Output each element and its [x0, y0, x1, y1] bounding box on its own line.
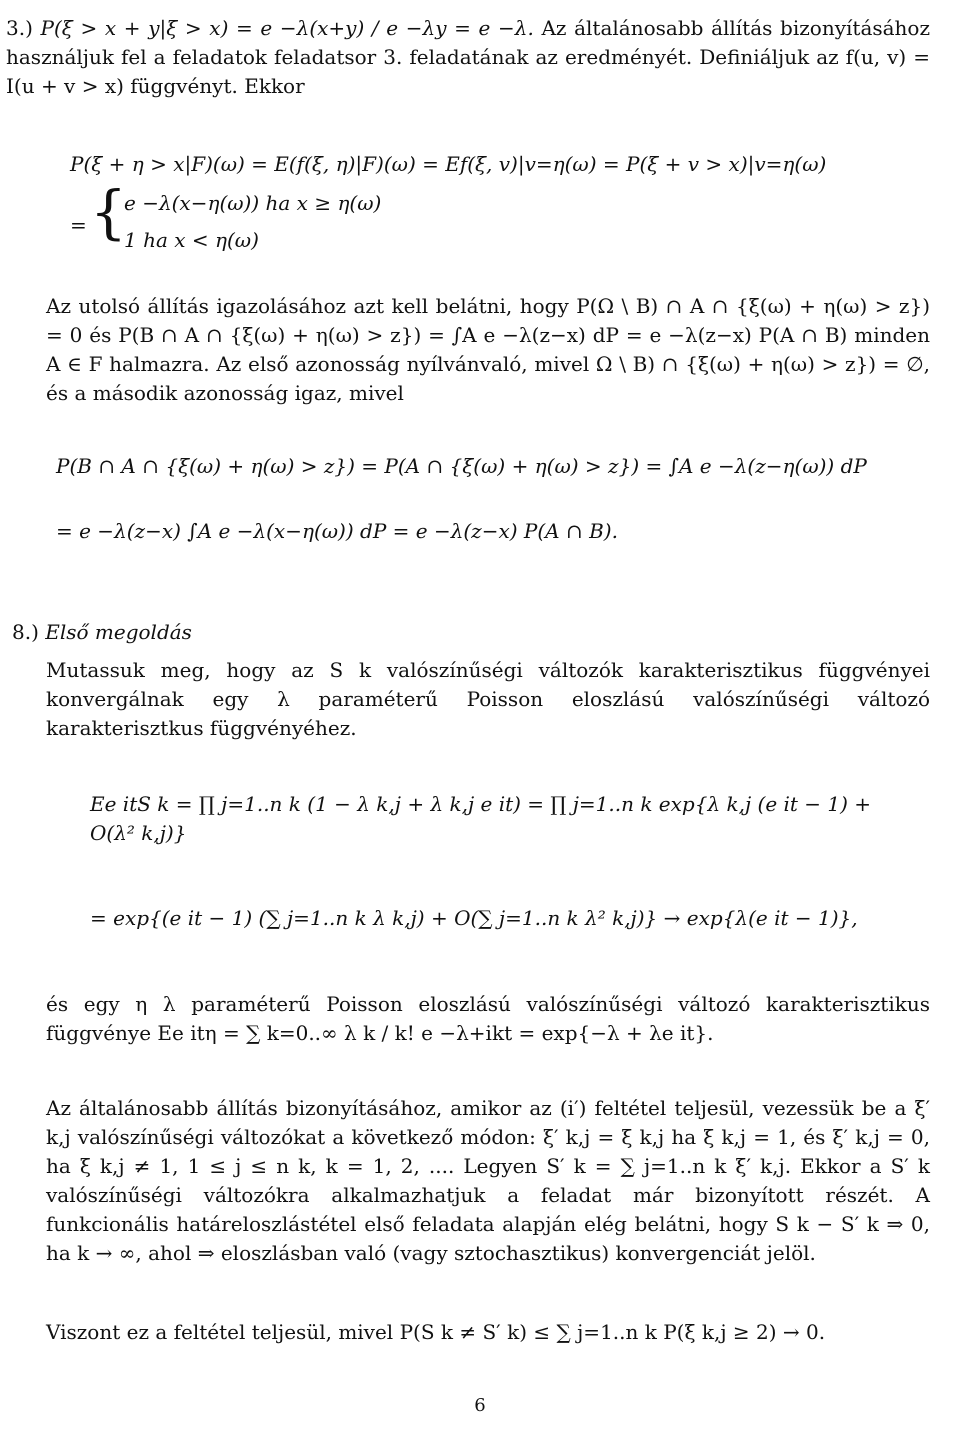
section-3-label: 3.) — [6, 16, 33, 40]
equation-integral-identity — [56, 452, 930, 546]
equation-1-line-1: P(ξ + η > x|F)(ω) = E(f(ξ, η)|F)(ω) = Ef(ξ, v)|v=η(ω) = P(ξ + v > x)|v=η(ω) — [70, 152, 827, 176]
equation-2-line-1: P(B ∩ A ∩ {ξ(ω) + η(ω) > z}) = P(A ∩ {ξ(ω) + η(ω) > z}) = ∫A e −λ(z−η(ω)) dP — [56, 454, 867, 478]
section-3-paragraph-2 — [46, 292, 930, 408]
equation-3-line-1: Ee itS k = ∏ j=1..n k (1 − λ k,j + λ k,j e it) = ∏ j=1..n k exp{λ k,j (e it − 1) + O(λ² k,j)} — [90, 792, 872, 845]
section-8-paragraph-4 — [46, 1318, 930, 1347]
section-8-title: Első megoldás — [45, 620, 192, 644]
brace-icon: { — [90, 178, 127, 246]
section-8-para-4-text: Viszont ez a feltétel teljesül, mivel P(S k ≠ S′ k) ≤ ∑ j=1..n k P(ξ k,j ≥ 2) → 0. — [46, 1320, 826, 1344]
equation-2-line-2: = e −λ(z−x) ∫A e −λ(x−η(ω)) dP = e −λ(z−x) P(A ∩ B). — [56, 519, 618, 543]
section-3-para-2-text: Az utolsó állítás igazolásához azt kell belátni, hogy P(Ω \ B) ∩ A ∩ {ξ(ω) + η(ω) > z}) = 0 és P(B ∩ A ∩ {ξ(ω) + η(ω) > z}) = ∫A e −λ(z−x) dP = e −λ(z−x) P(A ∩ B) minden A ∈ F halmazra. Az első azonosság nyílvánvaló, mivel Ω \ B) ∩ {ξ(ω) + η(ω) > z}) = ∅, és a második azonosság igaz, mivel — [46, 294, 930, 405]
section-8-para-3-text: Az általánosabb állítás bizonyításához, amikor az (i′) feltétel teljesül, vezessük be a ξ′ k,j valószínűségi változókat a következő módon: ξ′ k,j = ξ k,j ha ξ k,j = 1, és ξ′ k,j = 0, ha ξ k,j ≠ 1, 1 ≤ j ≤ n k, k = 1, 2, .... Legyen S′ k = ∑ j=1..n k ξ′ k,j. Ekkor a S′ k valószínűségi változókra alkalmazhatjuk a feladat már bizonyított részét. A funkcionális határeloszlástétel első feladata alapján elég belátni, hogy S k − S′ k ⇒ 0, ha k → ∞, ahol ⇒ eloszlásban való (vagy sztochasztikus) konvergenciát jelöl. — [46, 1096, 930, 1265]
section-8-paragraph-2 — [46, 990, 930, 1048]
section-3-intro-formula: P(ξ > x + y|ξ > x) = e −λ(x+y) / e −λy = e −λ. — [40, 16, 542, 40]
equation-characteristic-function — [90, 790, 930, 933]
equation-conditional-probability — [70, 150, 930, 255]
equation-1-case-2: 1 ha x < η(ω) — [124, 228, 259, 252]
section-8-paragraph-3 — [46, 1094, 930, 1268]
section-8-heading — [12, 618, 192, 647]
section-8-para-2-text: és egy η λ paraméterű Poisson eloszlású valószínűségi változó karakterisztikus függvénye Ee itη = ∑ k=0..∞ λ k / k! e −λ+ikt = exp{−λ + λe it}. — [46, 992, 930, 1045]
section-8-para-1-text: Mutassuk meg, hogy az S k valószínűségi változók karakterisztikus függvényei konvergálnak egy λ paraméterű Poisson eloszlású valószínűségi változó karakterisztkus függvényéhez. — [46, 658, 930, 740]
section-3-intro-text: Az általánosabb állítás bizonyításához használjuk fel a feladatok feladatsor 3. feladatának az eredményét. Definiáljuk az f(u, v) = I(u + v > x) függvényt. Ekkor — [6, 16, 931, 98]
page-number: 6 — [474, 1395, 486, 1416]
equation-3-line-2: = exp{(e it − 1) (∑ j=1..n k λ k,j) + O(∑ j=1..n k λ² k,j)} → exp{λ(e it − 1)}, — [90, 906, 858, 930]
section-3-intro — [6, 14, 930, 101]
equation-1-cases: = { e −λ(x−η(ω)) ha x ≥ η(ω) 1 ha x < η(ω) — [70, 189, 930, 255]
equation-1-case-1: e −λ(x−η(ω)) ha x ≥ η(ω) — [124, 191, 382, 215]
section-8-paragraph-1 — [46, 656, 930, 743]
section-8-label: 8.) — [12, 620, 39, 644]
